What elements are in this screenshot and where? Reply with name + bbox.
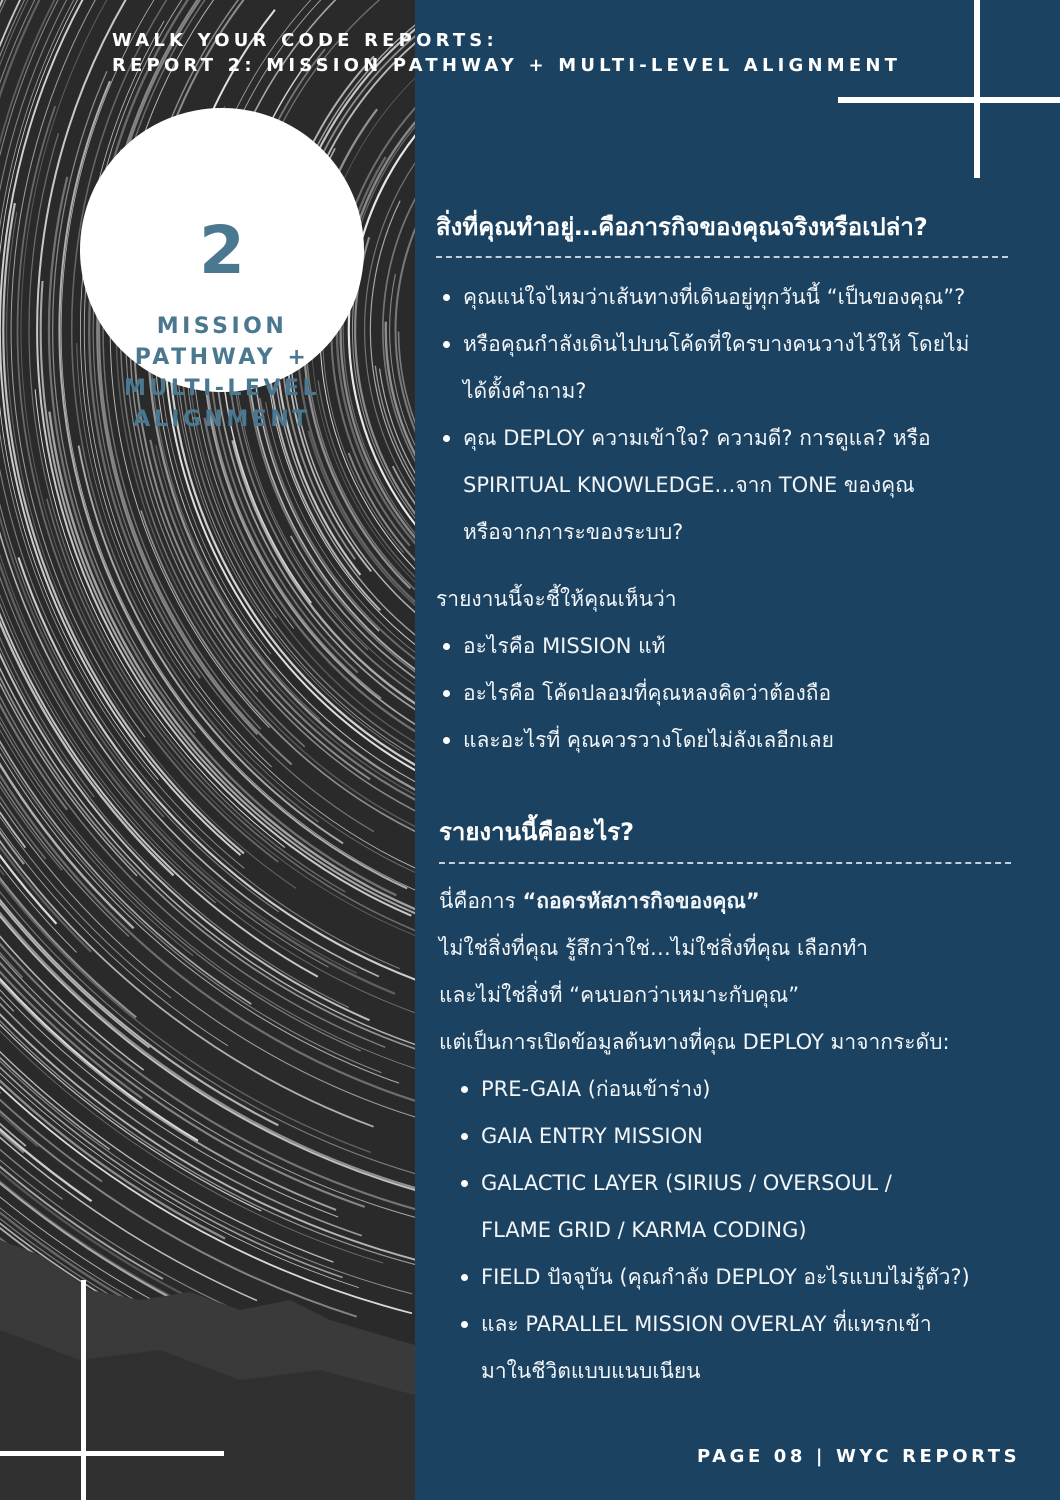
- star-trail: [383, 76, 415, 566]
- badge-title-line: PATHWAY +: [134, 345, 310, 370]
- section1-bullets: [436, 274, 1026, 556]
- list-item: อะไรคือ โค้ดปลอมที่คุณหลงคิดว่าต้องถือ: [436, 670, 1026, 717]
- badge-title-line: MISSION: [156, 314, 288, 339]
- section2-divider: [439, 862, 1011, 864]
- list-item: GALACTIC LAYER (SIRIUS / OVERSOUL /: [454, 1160, 1029, 1207]
- section2-line-3: และไม่ใช่สิ่งที่ “คนบอกว่าเหมาะกับคุณ”: [439, 983, 800, 1007]
- list-item: PRE-GAIA (ก่อนเข้าร่าง): [454, 1066, 1029, 1113]
- section-mission-question: [436, 210, 1026, 764]
- header-line-1: WALK YOUR CODE REPORTS:: [112, 30, 498, 51]
- list-item: FIELD ปัจจุบัน (คุณกำลัง DEPLOY อะไรแบบไม่รู้ตัว?): [454, 1254, 1029, 1301]
- list-item: หรือคุณกำลังเดินไปบนโค้ดที่ใครบางคนวางไว้ให้ โดยไม่: [436, 321, 1026, 368]
- cross-vertical-top: [974, 0, 980, 178]
- page-footer: PAGE 08 | WYC REPORTS: [697, 1446, 1021, 1467]
- report-badge: [80, 108, 364, 432]
- section2-line-2: ไม่ใช่สิ่งที่คุณ รู้สึกว่าใช่…ไม่ใช่สิ่งที่คุณ เลือกทำ: [439, 936, 868, 960]
- section1-bullets-2: [436, 623, 1026, 764]
- section-what-is-report: [439, 815, 1029, 1395]
- list-item-continuation: SPIRITUAL KNOWLEDGE…จาก TONE ของคุณ: [463, 473, 915, 497]
- section1-intro: รายงานนี้จะชี้ให้คุณเห็นว่า: [436, 587, 677, 611]
- list-item: GAIA ENTRY MISSION: [454, 1113, 1029, 1160]
- badge-title-line: ALIGNMENT: [133, 407, 311, 432]
- list-item: คุณแน่ใจไหมว่าเส้นทางที่เดินอยู่ทุกวันนี้ “เป็นของคุณ”?: [436, 274, 1026, 321]
- star-trail: [349, 34, 415, 552]
- deploy-levels-list: [454, 1066, 1029, 1395]
- report-number: 2: [199, 212, 245, 289]
- list-item-continuation: หรือจากภาระของระบบ?: [463, 520, 684, 544]
- cross-vertical-bottom: [81, 1280, 86, 1500]
- report-header: [112, 28, 901, 78]
- list-item-continuation: มาในชีวิตแบบแนบเนียน: [481, 1359, 701, 1383]
- badge-title-line: MULTI-LEVEL: [123, 376, 321, 401]
- section1-divider: [436, 256, 1008, 258]
- section2-line-4: แต่เป็นการเปิดข้อมูลต้นทางที่คุณ DEPLOY มาจากระดับ:: [439, 1030, 950, 1054]
- cross-horizontal-bottom: [0, 1451, 224, 1456]
- list-item: และอะไรที่ คุณควรวางโดยไม่ลังเลอีกเลย: [436, 717, 1026, 764]
- badge-title: [80, 311, 364, 435]
- section1-heading: สิ่งที่คุณทำอยู่…คือภารกิจของคุณจริงหรือเปล่า?: [436, 213, 928, 241]
- section2-line-1: นี่คือการ “ถอดรหัสภารกิจของคุณ”: [439, 889, 760, 913]
- list-item-continuation: ได้ตั้งคำถาม?: [463, 379, 587, 403]
- list-item-continuation: FLAME GRID / KARMA CODING): [481, 1218, 807, 1242]
- star-trail: [0, 0, 91, 952]
- star-trail: [18, 557, 415, 997]
- list-item: คุณ DEPLOY ความเข้าใจ? ความดี? การดูแล? หรือ: [436, 415, 1026, 462]
- cross-horizontal-top: [838, 97, 1060, 103]
- section2-heading: รายงานนี้คืออะไร?: [439, 818, 635, 846]
- list-item: และ PARALLEL MISSION OVERLAY ที่แทรกเข้า: [454, 1301, 1029, 1348]
- list-item: อะไรคือ MISSION แท้: [436, 623, 1026, 670]
- header-line-2: REPORT 2: MISSION PATHWAY + MULTI-LEVEL ALIGNMENT: [112, 55, 902, 76]
